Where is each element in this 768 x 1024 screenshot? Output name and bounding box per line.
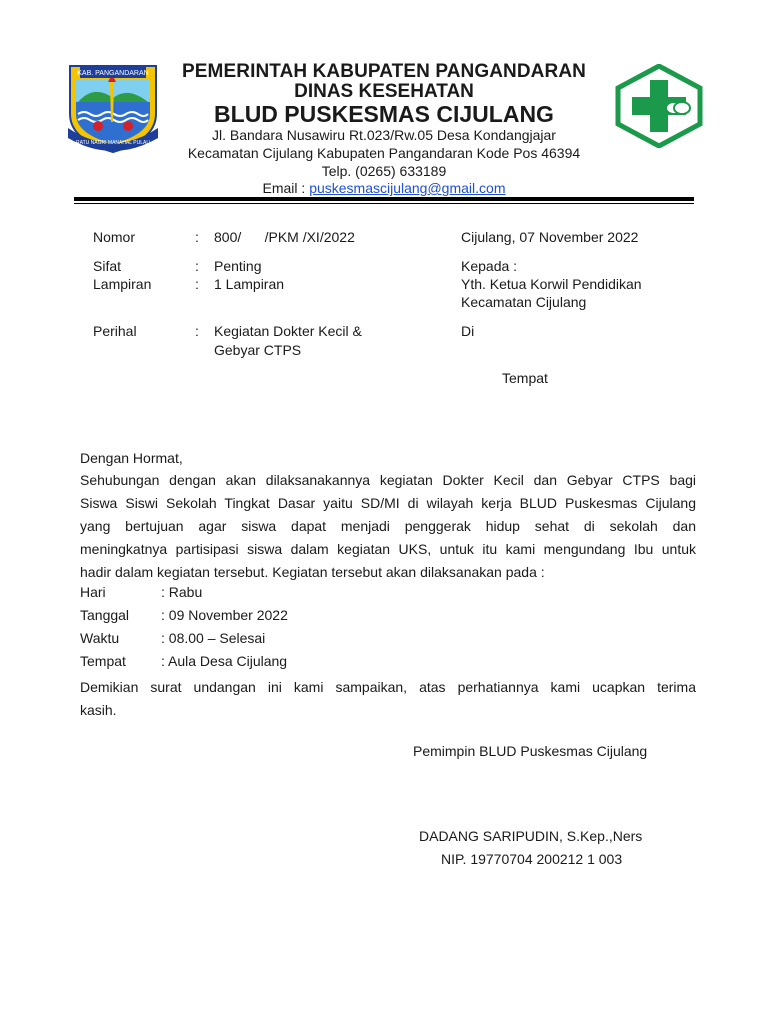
nomor-value: 800/ /PKM /XI/2022 (214, 229, 355, 245)
body-paragraph-line: yang bertujuan agar siswa dapat menjadi penggerak hidup sehat di sekolah dan (80, 518, 696, 534)
emblem-motto-text: RATU NAGRI MANAHAL PULAU (76, 140, 150, 146)
detail-value-waktu: : 08.00 – Selesai (161, 630, 266, 646)
detail-label-tanggal: Tanggal (80, 607, 130, 623)
sifat-colon: : (195, 258, 199, 274)
recipient-line1: Yth. Ketua Korwil Pendidikan (461, 276, 642, 292)
detail-label-waktu: Waktu (80, 630, 120, 646)
letterhead-government: PEMERINTAH KABUPATEN PANGANDARAN (182, 61, 586, 82)
signature-nip: NIP. 19770704 200212 1 003 (441, 851, 623, 867)
body-paragraph-line: hadir dalam kegiatan tersebut. Kegiatan tersebut akan dilaksanakan pada : (80, 564, 545, 580)
body-paragraph (80, 469, 696, 584)
di-label: Di (461, 323, 475, 339)
closing-paragraph (80, 676, 696, 722)
letterhead-address: Jl. Bandara Nusawiru Rt.023/Rw.05 Desa Kondangjajar (212, 127, 556, 143)
detail-value-tempat: : Aula Desa Cijulang (161, 653, 288, 669)
closing-line: kasih. (80, 702, 117, 718)
detail-value-tanggal: : 09 November 2022 (161, 607, 288, 623)
detail-value-hari: : Rabu (161, 584, 203, 600)
letterhead-divider-thin (74, 203, 694, 204)
letterhead-department: DINAS KESEHATAN (294, 81, 474, 102)
lampiran-label: Lampiran (93, 276, 152, 292)
letter-date: Cijulang, 07 November 2022 (461, 229, 639, 245)
body-paragraph-line: Sehubungan dengan akan dilaksanakannya kegiatan Dokter Kecil dan Gebyar CTPS bagi (80, 472, 696, 488)
kepada-label: Kepada : (461, 258, 518, 274)
perihal-colon: : (195, 323, 199, 339)
salutation: Dengan Hormat, (80, 450, 183, 466)
letterhead-district: Kecamatan Cijulang Kabupaten Pangandaran Kode Pos 46394 (187, 145, 581, 161)
tempat-label: Tempat (502, 370, 548, 386)
perihal-value-line1: Kegiatan Dokter Kecil & (214, 323, 362, 339)
letterhead-phone: Telp. (0265) 633189 (321, 163, 447, 179)
body-paragraph-line: Siswa Siswi Sekolah Tingkat Dasar yaitu SD/MI di wilayah kerja BLUD Puskesmas Cijulang (80, 495, 696, 511)
detail-label-hari: Hari (80, 584, 106, 600)
email-link[interactable]: puskesmascijulang@gmail.com (309, 180, 506, 196)
signature-name: DADANG SARIPUDIN, S.Kep.,Ners (419, 828, 643, 844)
letterhead-email-line (0, 180, 768, 196)
sifat-value: Penting (214, 258, 262, 274)
nomor-label: Nomor (93, 229, 136, 245)
emblem-banner-text: KAB. PANGANDARAN (77, 70, 149, 77)
nomor-colon: : (195, 229, 199, 245)
email-label: Email : (262, 180, 310, 196)
lampiran-value: 1 Lampiran (214, 276, 285, 292)
perihal-value-line2: Gebyar CTPS (214, 342, 302, 358)
letterhead-divider-thick (74, 197, 694, 201)
sifat-label: Sifat (93, 258, 122, 274)
body-paragraph-line: meningkatnya partisipasi siswa dalam kegiatan UKS, untuk itu kami mengundang Ibu untuk (80, 541, 696, 557)
perihal-label: Perihal (93, 323, 137, 339)
closing-line: Demikian surat undangan ini kami sampaikan, atas perhatiannya kami ucapkan terima (80, 679, 696, 695)
letterhead-institution: BLUD PUSKESMAS CIJULANG (214, 101, 554, 127)
signature-title: Pemimpin BLUD Puskesmas Cijulang (413, 743, 648, 759)
recipient-line2: Kecamatan Cijulang (461, 294, 587, 310)
detail-label-tempat: Tempat (80, 653, 126, 669)
lampiran-colon: : (195, 276, 199, 292)
